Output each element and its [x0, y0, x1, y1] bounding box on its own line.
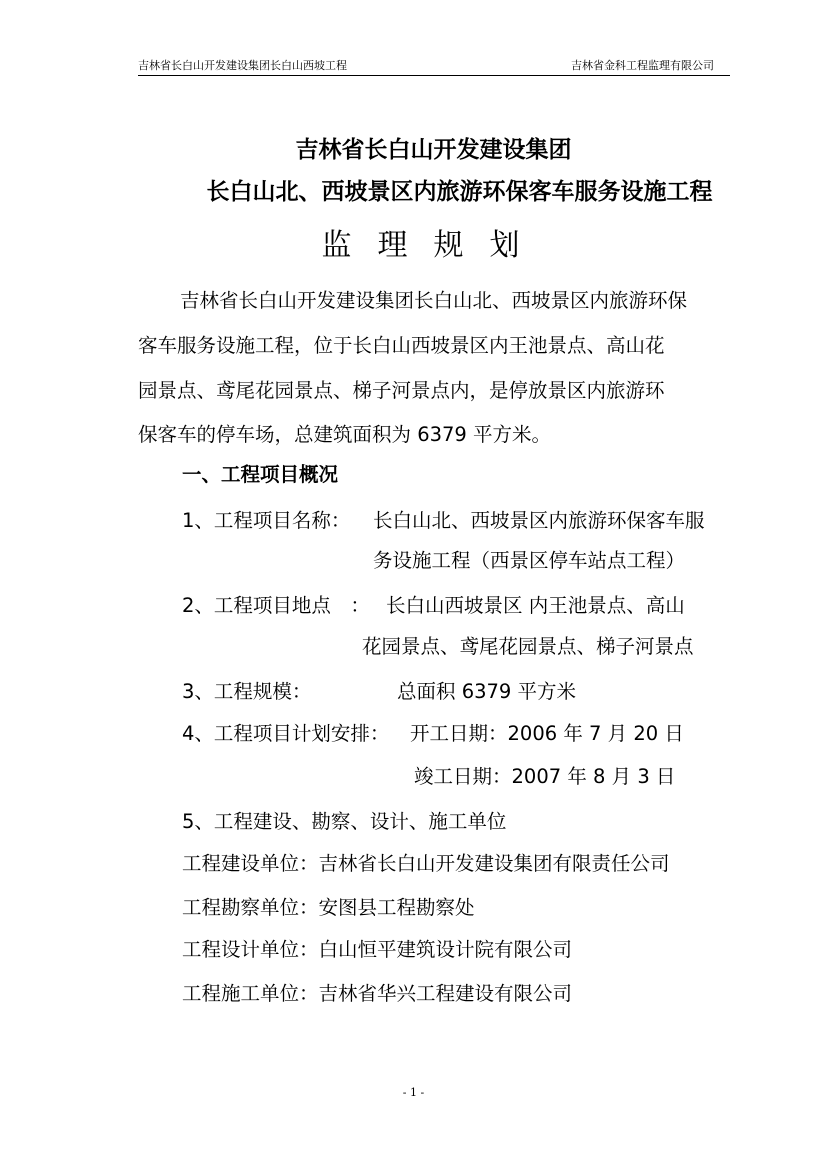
intro-line-1: 吉林省长白山开发建设集团长白山北、西坡景区内旅游环保: [180, 289, 688, 312]
item-3-label: 3、工程规模：: [182, 680, 312, 703]
document-title: 监理规划: [321, 228, 546, 263]
header-company-name: 吉林省金科工程监理有限公司: [571, 59, 714, 72]
item-2-value-line-2: 花园景点、鸢尾花园景点、梯子河景点: [362, 635, 694, 658]
page-number: - 1 -: [402, 1086, 425, 1099]
header-project-name: 吉林省长白山开发建设集团长白山西坡工程: [138, 59, 347, 72]
item-2-label: 2、工程项目地点 ：: [182, 594, 370, 617]
intro-line-2: 客车服务设施工程，位于长白山西坡景区内王池景点、高山花: [138, 334, 665, 357]
builder-unit: 工程建设单位：吉林省长白山开发建设集团有限责任公司: [182, 852, 670, 875]
item-2-value-line-1: 长白山西坡景区 内王池景点、高山: [386, 594, 685, 617]
page-header: [138, 57, 730, 76]
intro-line-4: 保客车的停车场，总建筑面积为 6379 平方米。: [138, 423, 552, 446]
intro-line-3: 园景点、鸢尾花园景点、梯子河景点内，是停放景区内旅游环: [138, 379, 665, 402]
design-unit: 工程设计单位：白山恒平建筑设计院有限公司: [182, 938, 573, 961]
item-5-label: 5、工程建设、勘察、设计、施工单位: [182, 810, 507, 833]
item-4-label: 4、工程项目计划安排：: [182, 722, 390, 745]
title-line-1: 吉林省长白山开发建设集团: [295, 137, 572, 163]
survey-unit: 工程勘察单位：安图县工程勘察处: [182, 896, 475, 919]
section-heading: 一、工程项目概况: [182, 463, 339, 486]
construction-unit: 工程施工单位：吉林省华兴工程建设有限公司: [182, 982, 573, 1005]
item-4-end-date: 竣工日期：2007 年 8 月 3 日: [414, 765, 676, 788]
item-1-value-line-2: 务设施工程（西景区停车站点工程）: [373, 549, 686, 572]
item-1-label: 1、工程项目名称：: [182, 509, 351, 532]
item-3-value: 总面积 6379 平方米: [397, 680, 577, 703]
item-1-value-line-1: 长白山北、西坡景区内旅游环保客车服: [373, 509, 705, 532]
title-line-2: 长白山北、西坡景区内旅游环保客车服务设施工程: [206, 179, 713, 205]
item-4-start-date: 开工日期：2006 年 7 月 20 日: [410, 722, 684, 745]
